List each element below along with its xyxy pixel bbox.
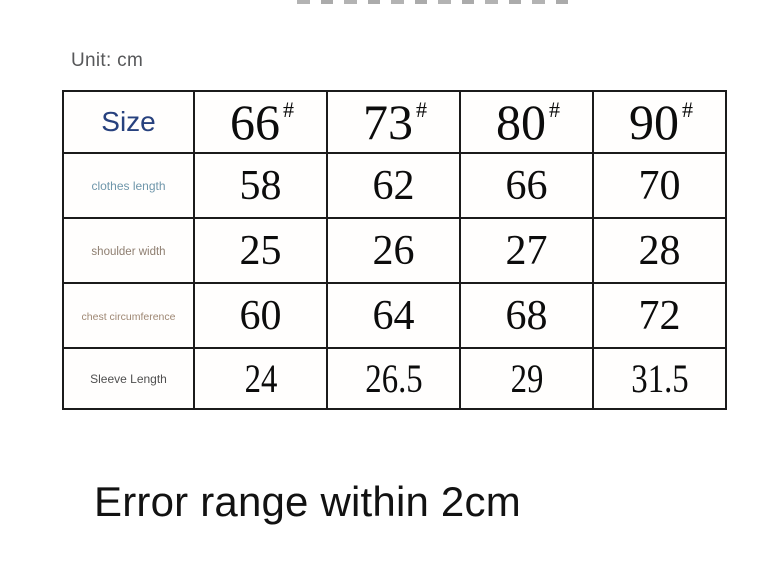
error-note: Error range within 2cm	[94, 478, 521, 525]
column-header-66	[194, 91, 327, 153]
row-label: shoulder width	[91, 245, 166, 258]
row-label: chest circumference	[81, 310, 176, 323]
cell-value: 66	[505, 162, 548, 209]
size-header-cell: Size	[63, 91, 194, 153]
cell-value: 24	[244, 355, 277, 401]
cell-value: 62	[372, 162, 415, 209]
column-header-73	[327, 91, 460, 153]
cell-value: 72	[638, 292, 681, 339]
size-table	[62, 90, 727, 410]
table-row-shoulder-width	[63, 218, 726, 283]
table-row-clothes-length	[63, 153, 726, 218]
cropped-text-fragments	[297, 0, 575, 4]
cell-value: 26	[372, 227, 415, 274]
cell-value: 29	[510, 355, 543, 401]
cell-value: 58	[239, 162, 282, 209]
hash-mark: #	[549, 97, 560, 123]
cell-value: 27	[505, 227, 548, 274]
size-value: 80 #	[496, 94, 560, 150]
unit-label: Unit: cm	[71, 50, 144, 71]
row-label: Sleeve Length	[90, 371, 167, 386]
table-row-sleeve-length	[63, 348, 726, 409]
cell-value: 68	[505, 292, 548, 339]
hash-mark: #	[416, 97, 427, 123]
size-value: 90 #	[629, 94, 693, 150]
size-value: 73 #	[363, 94, 427, 150]
cell-value: 31.5	[630, 355, 689, 401]
cell-value: 70	[638, 162, 681, 209]
cell-value: 28	[638, 227, 681, 274]
cell-value: 25	[239, 227, 282, 274]
column-header-80	[460, 91, 593, 153]
cell-value: 26.5	[364, 355, 423, 401]
table-row-chest-circumference	[63, 283, 726, 348]
column-header-90	[593, 91, 726, 153]
table-header-row	[63, 91, 726, 153]
size-value: 66 #	[230, 94, 294, 150]
cell-value: 60	[239, 292, 282, 339]
row-label: clothes length	[91, 178, 166, 193]
hash-mark: #	[283, 97, 294, 123]
cell-value: 64	[372, 292, 415, 339]
hash-mark: #	[682, 97, 693, 123]
